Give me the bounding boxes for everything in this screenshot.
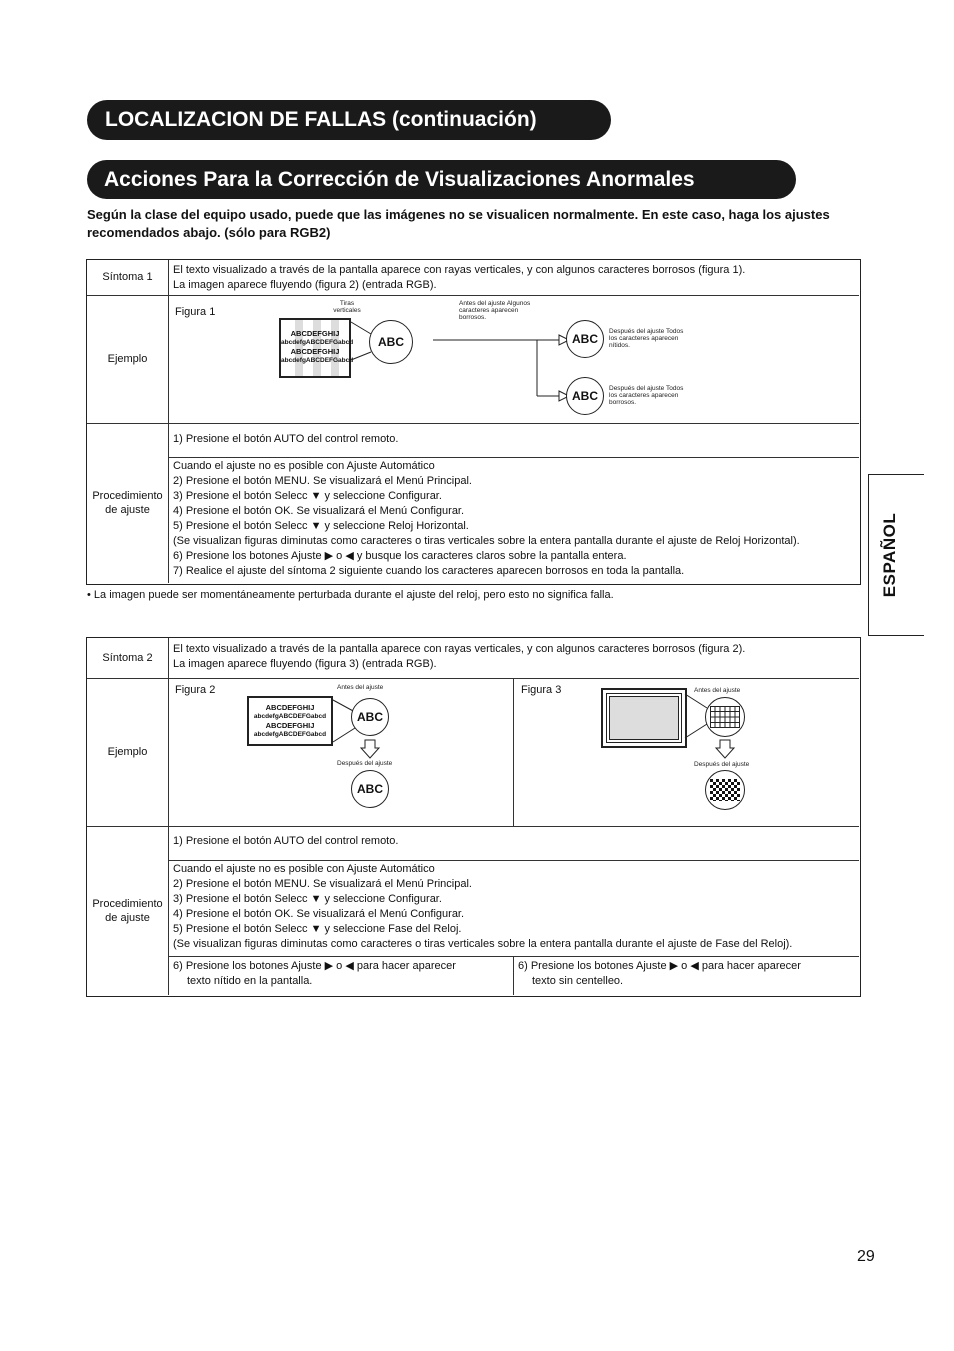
monitor-screen-2: ABCDEFGHIJ abcdefgABCDEFGabcd ABCDEFGHIJ abcdefgABCDEFGabcd bbox=[247, 696, 333, 746]
after-adjust-blurry-caption: Después del ajuste Todos los caracteres aparecen borrosos. bbox=[609, 385, 684, 406]
section-subtitle: Acciones Para la Corrección de Visualizaciones Anormales bbox=[87, 160, 796, 199]
checker-after-icon bbox=[705, 770, 745, 810]
symptom-2-label: Síntoma 2 bbox=[102, 651, 153, 664]
procedure-1-auto-step: 1) Presione el botón AUTO del control remoto. bbox=[173, 433, 399, 445]
abc-after-sharp-circle: ABC bbox=[566, 320, 604, 358]
before-adjust-caption-2: Antes del ajuste bbox=[337, 684, 384, 691]
abc-before-circle: ABC bbox=[369, 320, 413, 364]
clock-adjust-note: • La imagen puede ser momentáneamente perturbada durante el ajuste del reloj, pero esto no significa falla. bbox=[87, 589, 614, 601]
monitor-screen: ABCDEFGHIJ abcdefgABCDEFGabcd ABCDEFGHIJ abcdefgABCDEFGabcd bbox=[279, 318, 351, 378]
procedure-2-auto-step: 1) Presione el botón AUTO del control remoto. bbox=[173, 835, 399, 847]
figure-1-label: Figura 1 bbox=[175, 306, 216, 318]
procedure-2-label: Procedimiento de ajuste bbox=[92, 897, 163, 924]
abc-before-circle-2: ABC bbox=[351, 698, 389, 736]
symptom-1-label: Síntoma 1 bbox=[102, 271, 153, 283]
abc-after-blurry-circle: ABC bbox=[566, 377, 604, 415]
vertical-stripes-caption: Tiras verticales bbox=[333, 300, 361, 314]
abc-after-circle-2: ABC bbox=[351, 770, 389, 808]
figure-1 bbox=[279, 300, 699, 420]
language-tab-label: ESPAÑOL bbox=[880, 512, 899, 598]
figure-3-connectors bbox=[601, 682, 781, 822]
procedure-1-label: Procedimiento de ajuste bbox=[92, 490, 163, 516]
symptom-1-table bbox=[86, 259, 861, 585]
intro-text: Según la clase del equipo usado, puede que las imágenes no se visualicen normalmente. En este caso, haga los ajustes recomendados abajo. (sólo para RGB2) bbox=[87, 207, 830, 240]
before-adjust-caption-3: Antes del ajuste bbox=[694, 687, 741, 694]
figure-2 bbox=[247, 682, 417, 822]
section-title: LOCALIZACION DE FALLAS (continuación) bbox=[87, 100, 611, 140]
symptom-2-table bbox=[86, 637, 861, 997]
example-2-label: Ejemplo bbox=[107, 745, 148, 758]
flicker-grid-before-icon bbox=[705, 697, 745, 737]
procedure-2-steps: Cuando el ajuste no es posible con Ajuste Automático 2) Presione el botón MENU. Se visualizará el Menú Principal. 3) Presione el botón Selecc ▼ y seleccione Configurar. 4) Presione el botón OK. Se visualizará el Menú Configurar. 5) Presione el botón Selecc ▼ y seleccione Fase del Reloj. (Se visualizan figuras diminutas como caracteres o tiras verticales sobre la entera pantalla durante el ajuste de Fase del Reloj). bbox=[173, 863, 793, 950]
page-number: 29 bbox=[857, 1248, 875, 1265]
after-adjust-caption-3: Después del ajuste bbox=[694, 761, 750, 768]
figure-3 bbox=[601, 682, 781, 822]
symptom-1-description: El texto visualizado a través de la pantalla aparece con rayas verticales, y con algunos caracteres borrosos (figura 1). La imagen aparece fluyendo (figura 2) (entrada RGB). bbox=[173, 264, 746, 291]
before-adjust-caption: Antes del ajuste Algunos caracteres aparecen borrosos. bbox=[459, 300, 531, 321]
after-adjust-sharp-caption: Después del ajuste Todos los caracteres aparecen nítidos. bbox=[609, 328, 684, 349]
symptom-2-description: El texto visualizado a través de la pantalla aparece con rayas verticales, y con algunos caracteres borrosos (figura 2). La imagen aparece fluyendo (figura 3) (entrada RGB). bbox=[173, 643, 746, 670]
figure-2-connectors bbox=[247, 682, 417, 822]
procedure-1-steps: Cuando el ajuste no es posible con Ajuste Automático 2) Presione el botón MENU. Se visualizará el Menú Principal. 3) Presione el botón Selecc ▼ y seleccione Configurar. 4) Presione el botón OK. Se visualizará el Menú Configurar. 5) Presione el botón Selecc ▼ y seleccione Reloj Horizontal. (Se visualizan figuras diminutas como caracteres o tiras verticales sobre la entera pantalla durante el ajuste de Reloj Horizontal). 6) Presione los botones Ajuste ▶ o ◀ y busque los caracteres claros sobre la pantalla entera. 7) Realice el ajuste del síntoma 2 siguiente cuando los caracteres aparecen borrosos en toda la pantalla. bbox=[173, 460, 800, 577]
procedure-2-step6-right: 6) Presione los botones Ajuste ▶ o ◀ para hacer aparecer texto sin centelleo. bbox=[518, 960, 801, 987]
after-adjust-caption-2: Después del ajuste bbox=[337, 760, 393, 767]
figure-3-label: Figura 3 bbox=[521, 684, 562, 696]
example-1-label: Ejemplo bbox=[107, 352, 148, 365]
procedure-2-step6-left: 6) Presione los botones Ajuste ▶ o ◀ para hacer aparecer texto nítido en la pantalla. bbox=[173, 960, 456, 987]
figure-2-label: Figura 2 bbox=[175, 684, 216, 696]
